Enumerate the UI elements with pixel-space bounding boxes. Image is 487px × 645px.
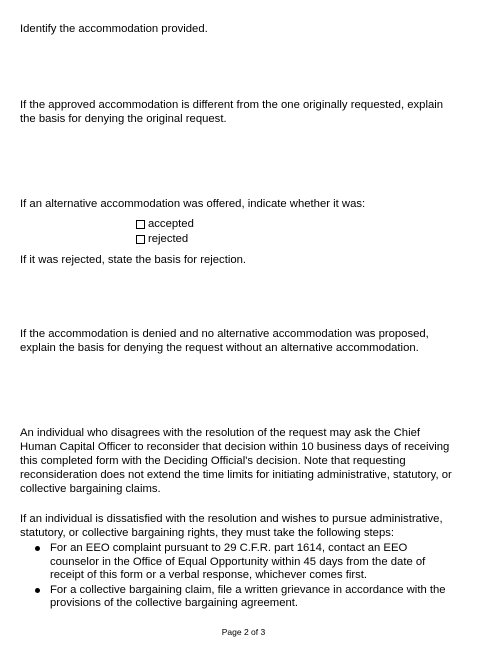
eeo-complaint-step: For an EEO complaint pursuant to 29 C.F.R. part 1614, contact an EEO counselor in the Office of Equal Opportunity within 45 days from the date of receipt of this form or a verbal response, whichever comes first. — [50, 542, 426, 581]
identify-accommodation-prompt: Identify the accommodation provided. — [20, 23, 208, 35]
accepted-checkbox[interactable] — [136, 220, 145, 229]
list-item — [20, 542, 475, 583]
alternative-accommodation-prompt: If an alternative accommodation was offered, indicate whether it was: — [20, 198, 366, 210]
page-number: Page 2 of 3 — [221, 627, 266, 637]
rejected-label: rejected — [148, 233, 189, 245]
list-item — [20, 584, 475, 611]
collective-bargaining-step: For a collective bargaining claim, file a written grievance in accordance with the provisions of the collective bargaining agreement. — [50, 583, 446, 609]
dissatisfied-paragraph: If an individual is dissatisfied with the resolution and wishes to pursue administrative, statutory, or collective bargaining rights, they must take the following steps: — [20, 513, 443, 539]
bullet-icon — [35, 588, 40, 593]
accepted-label: accepted — [148, 218, 194, 230]
bullet-icon — [35, 546, 40, 551]
denied-accommodation-prompt: If the accommodation is denied and no alternative accommodation was proposed, explain the basis for denying the request without an alternative accommodation. — [20, 328, 429, 354]
rejected-option[interactable] — [136, 232, 188, 246]
different-accommodation-prompt: If the approved accommodation is different from the one originally requested, explain the basis for denying the original request. — [20, 99, 444, 125]
rejected-checkbox[interactable] — [136, 235, 145, 244]
reconsideration-paragraph: An individual who disagrees with the resolution of the request may ask the Chief Human Capital Officer to reconsider that decision within 10 business days of receiving this completed form with the Deciding Official's decision. Note that requesting reconsideration does not extend the time limits for initiating administrative, statutory, or collective bargaining claims. — [20, 427, 452, 495]
accepted-option[interactable] — [136, 217, 194, 231]
steps-list — [20, 542, 475, 612]
rejection-basis-prompt: If it was rejected, state the basis for rejection. — [20, 254, 247, 266]
